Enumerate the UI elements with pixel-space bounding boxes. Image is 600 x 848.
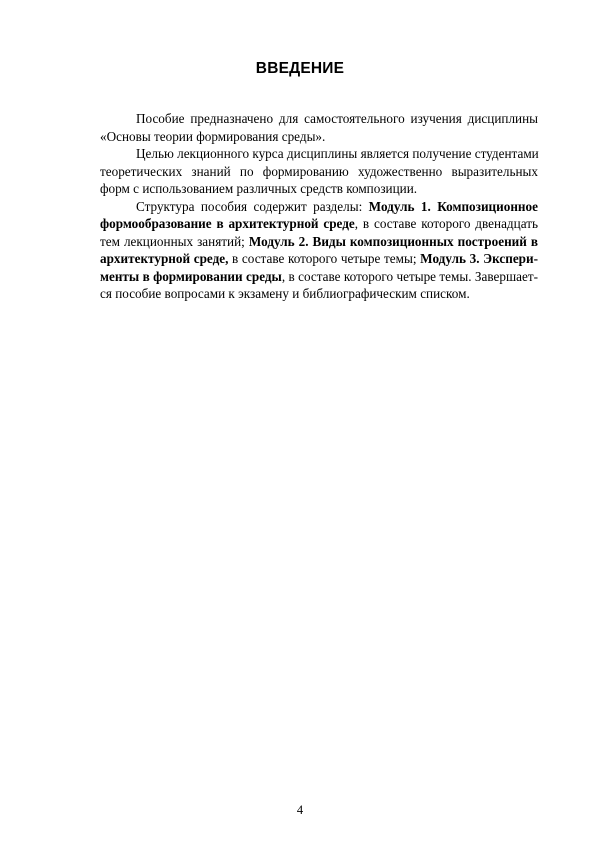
- text-line: Целью лекционного курса дисциплины является получение студентами: [136, 146, 539, 161]
- text-run: , в составе которого четыре темы. Завершает-: [281, 268, 538, 284]
- text-line: [64, 268, 538, 286]
- module-3-title-cont: менты в формировании среды: [100, 268, 282, 284]
- paragraph-2: [64, 145, 538, 198]
- module-1-title: Модуль 1. Композиционное: [368, 198, 538, 214]
- text-line: теоретических знаний по формированию художественно выразительных: [100, 163, 538, 179]
- text-line: [64, 215, 538, 233]
- text-line: Пособие предназначено для самостоятельного изучения дисциплины: [136, 111, 538, 126]
- module-1-title-cont: формообразование в архитектурной среде: [100, 216, 355, 231]
- module-2-title: Модуль 2. Виды композиционных построений в: [248, 233, 538, 249]
- page-title: ВВЕДЕНИЕ: [255, 60, 345, 77]
- paragraph-1: [64, 110, 538, 145]
- text-line: [64, 250, 538, 268]
- text-line: ся пособие вопросами к экзамену и библиографическим списком.: [100, 286, 470, 301]
- text-run: в составе которого четыре темы;: [228, 251, 421, 266]
- text-line: форм с использованием различных средств композиции.: [100, 181, 418, 196]
- module-2-title-cont: архитектурной среде,: [100, 251, 229, 266]
- text-run: Структура пособия содержит разделы:: [136, 198, 369, 214]
- text-run: , в составе которого двенадцать: [354, 216, 538, 231]
- text-line: «Основы теории формирования среды».: [100, 128, 326, 144]
- paragraph-3: [64, 198, 538, 303]
- body-text: [64, 110, 538, 303]
- text-run: тем лекционных занятий;: [100, 233, 249, 249]
- module-3-title: Модуль 3. Экспери-: [420, 251, 538, 266]
- text-line: [64, 233, 538, 251]
- text-line: [64, 198, 538, 216]
- page-number: 4: [296, 803, 304, 817]
